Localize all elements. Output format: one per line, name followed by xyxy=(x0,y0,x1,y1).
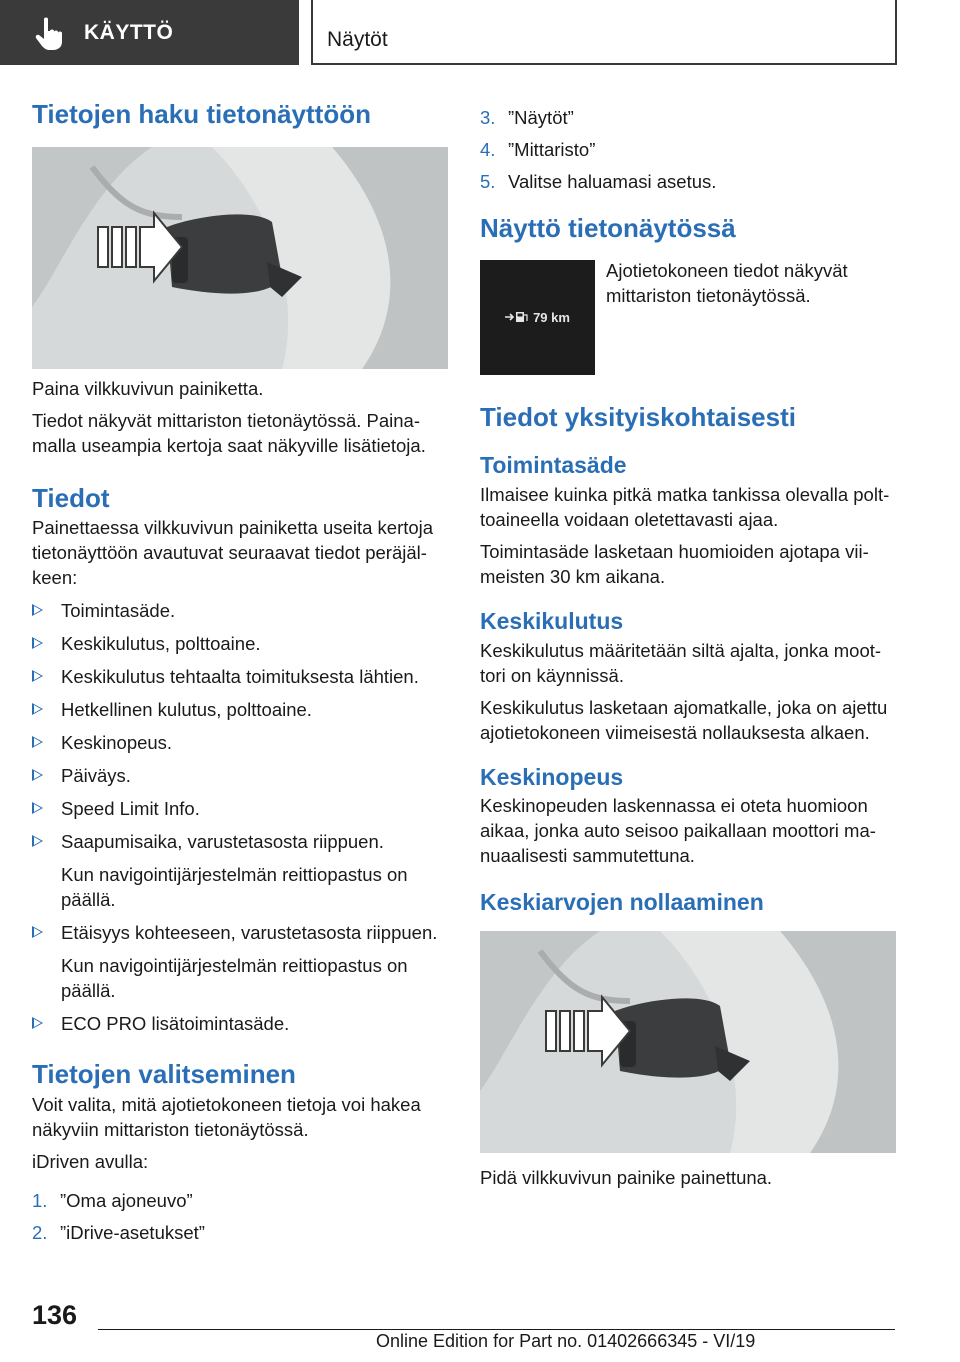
heading-keskikulutus: Keskikulutus xyxy=(480,607,624,634)
triangle-bullet-icon xyxy=(32,802,43,814)
text-paina: Paina vilkkuvivun painiketta. xyxy=(32,377,264,399)
step-item: 4. ”Mittaristo” xyxy=(480,139,596,160)
display-block xyxy=(480,258,896,375)
step-item: 2. ”iDrive-asetukset” xyxy=(32,1221,205,1243)
chapter-tab xyxy=(311,0,897,65)
text-tiedot-1: Tiedot näkyvät mittariston tietonäytössä. Paina- xyxy=(32,409,421,431)
list-item: Keskikulutus tehtaalta toimituksesta lähtien. xyxy=(32,664,448,689)
text-kk2-2: ajotietokoneen viimeisestä nollauksesta alkaen. xyxy=(480,721,870,743)
triangle-bullet-icon xyxy=(32,926,43,938)
heading-yksityiskohtaisesti: Tiedot yksityiskohtaisesti xyxy=(480,401,796,432)
right-column xyxy=(480,105,896,1190)
triangle-bullet-icon xyxy=(32,637,43,649)
text-painettaessa-2: tietonäyttöön avautuvat seuraavat tiedot peräjäl- xyxy=(32,542,427,563)
heading-naytto: Näyttö tietonäytössä xyxy=(480,213,736,243)
text-pida: Pidä vilkkuvivun painike painettuna. xyxy=(480,1167,773,1188)
heading-nollaaminen: Keskiarvojen nollaaminen xyxy=(480,889,764,916)
text-ilmaisee-2: toaineella voidaan oletettavasti ajaa. xyxy=(480,508,779,530)
triangle-bullet-icon xyxy=(32,835,43,847)
hand-pointer-icon xyxy=(30,13,70,53)
text-kn-2: aikaa, jonka auto seisoo paikallaan moottori ma- xyxy=(480,820,876,842)
turn-signal-lever-illustration xyxy=(32,147,448,369)
triangle-bullet-icon xyxy=(32,769,43,781)
list-item-note: Kun navigointijärjestelmän reittiopastus on päällä. xyxy=(61,955,408,1001)
step-item: 3. ”Näytöt” xyxy=(480,107,574,128)
text-kk2-1: Keskikulutus lasketaan ajomatkalle, joka on ajettu xyxy=(480,696,888,718)
text-kn-3: nuaalisesti sammutettuna. xyxy=(480,845,695,867)
list-item: Toimintasäde. xyxy=(32,598,448,623)
page-number: 136 xyxy=(32,1300,78,1330)
heading-keskinopeus: Keskinopeus xyxy=(480,763,624,790)
text-kk1-2: tori on käynnissä. xyxy=(480,664,624,686)
triangle-bullet-icon xyxy=(32,1017,43,1029)
text-ajotieto-1: Ajotietokoneen tiedot näkyvät xyxy=(606,259,848,281)
text-painettaessa-1: Painettaessa vilkkuvivun painiketta useita kertoja xyxy=(32,517,434,538)
list-item: Keskinopeus. xyxy=(32,730,448,755)
chapter-title: Näytöt xyxy=(327,28,388,51)
footer-divider xyxy=(98,1329,895,1330)
heading-tietojen-haku: Tietojen haku tietonäyttöön xyxy=(32,99,371,129)
text-kk1-1: Keskikulutus määritetään siltä ajalta, jonka moot- xyxy=(480,639,882,661)
list-item: ECO PRO lisätoimintasäde. xyxy=(32,1011,448,1036)
text-ajotieto-2: mittariston tietonäytössä. xyxy=(606,284,811,306)
turn-signal-lever-illustration-2 xyxy=(480,931,896,1153)
text-tiedot-2: malla useampia kertoja saat näkyville lisätietoja. xyxy=(32,434,426,456)
text-lasketaan-1: Toimintasäde lasketaan huomioiden ajotapa vii- xyxy=(480,540,869,562)
text-ilmaisee-1: Ilmaisee kuinka pitkä matka tankissa olevalla polt- xyxy=(480,483,890,505)
heading-toimintasade: Toimintasäde xyxy=(480,452,627,478)
list-item-note: Kun navigointijärjestelmän reittiopastus on päällä. xyxy=(61,864,408,910)
text-voit-1: Voit valita, mitä ajotietokoneen tietoja voi hakea xyxy=(32,1093,421,1115)
list-item: Keskikulutus, polttoaine. xyxy=(32,631,448,656)
text-idrive: iDriven avulla: xyxy=(32,1150,149,1172)
list-item: Hetkellinen kulutus, polttoaine. xyxy=(32,697,448,722)
edition-note: Online Edition for Part no. 01402666345 - VI/19 xyxy=(376,1331,756,1351)
steps-list-1 xyxy=(32,1188,448,1245)
triangle-bullet-icon xyxy=(32,670,43,682)
section-tab xyxy=(0,0,299,65)
triangle-bullet-icon xyxy=(32,604,43,616)
instrument-display-image xyxy=(480,260,595,375)
list-item: Etäisyys kohteeseen, varustetasosta riippuen. Kun navigointijärjestelmän reittiopastus on päällä. xyxy=(32,920,448,1003)
heading-valitseminen: Tietojen valitseminen xyxy=(32,1059,296,1089)
left-column xyxy=(32,98,448,1245)
section-title: KÄYTTÖ xyxy=(84,20,174,44)
list-item: Saapumisaika, varustetasosta riippuen. Kun navigointijärjestelmän reittiopastus on päällä. xyxy=(32,829,448,912)
info-list xyxy=(32,598,448,1036)
text-kn-1: Keskinopeuden laskennassa ei oteta huomioon xyxy=(480,795,868,817)
step-item: 1. ”Oma ajoneuvo” xyxy=(32,1189,193,1211)
text-painettaessa-3: keen: xyxy=(32,567,78,588)
steps-list-2 xyxy=(480,105,896,194)
list-item: Speed Limit Info. xyxy=(32,796,448,821)
step-item: 5. Valitse haluamasi asetus. xyxy=(480,171,717,192)
text-voit-2: näkyviin mittariston tietonäytössä. xyxy=(32,1118,309,1140)
triangle-bullet-icon xyxy=(32,736,43,748)
range-value: 79 km xyxy=(533,309,570,325)
fuel-range-icon xyxy=(505,311,529,323)
triangle-bullet-icon xyxy=(32,703,43,715)
text-lasketaan-2: meisten 30 km aikana. xyxy=(480,565,666,587)
list-item: Päiväys. xyxy=(32,763,448,788)
heading-tiedot: Tiedot xyxy=(32,482,110,513)
